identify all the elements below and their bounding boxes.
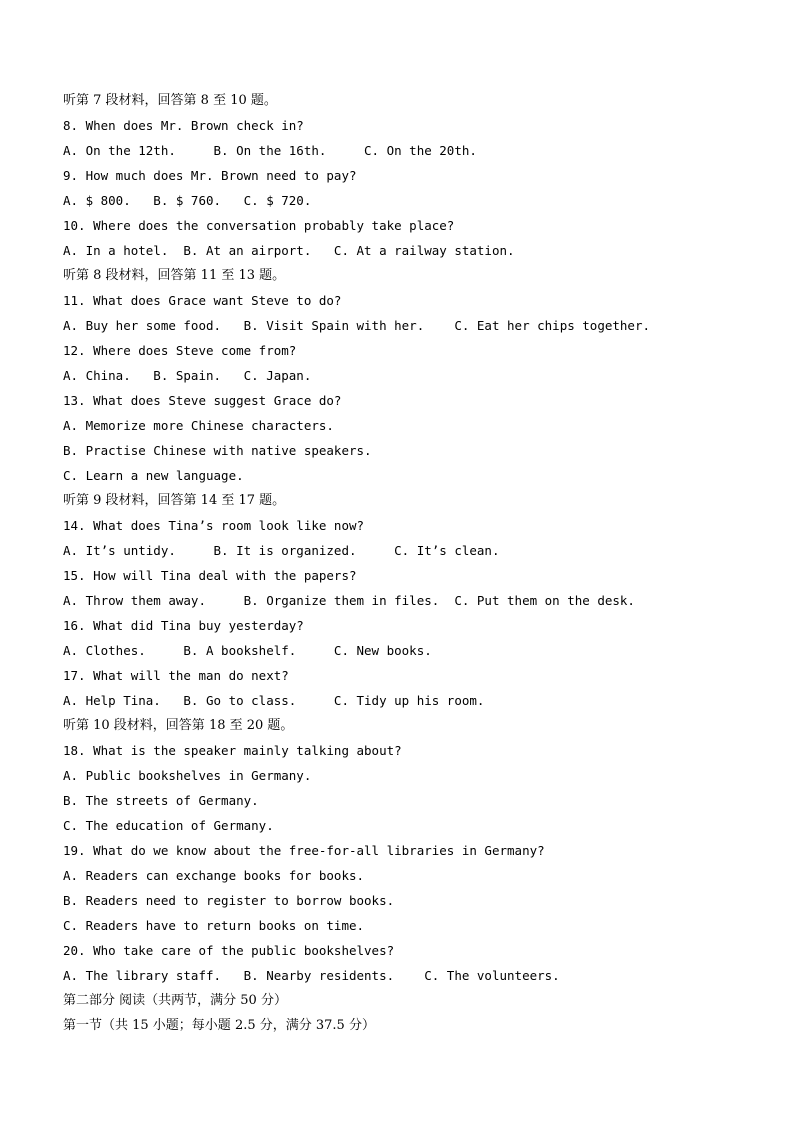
exam-page [63, 88, 743, 1038]
question-18: 18. What is the speaker mainly talking about? [63, 743, 402, 758]
options-15: A. Throw them away. B. Organize them in files. C. Put them on the desk. [63, 593, 635, 608]
option-19-b: B. Readers need to register to borrow books. [63, 893, 395, 908]
part-two-heading: 第二部分 阅读（共两节，满分 50 分） [63, 993, 287, 1008]
option-13-b: B. Practise Chinese with native speakers. [63, 443, 372, 458]
question-14: 14. What does Tina’s room look like now? [63, 518, 365, 533]
option-18-b: B. The streets of Germany. [63, 793, 259, 808]
question-20: 20. Who take care of the public bookshelves? [63, 943, 395, 958]
options-20: A. The library staff. B. Nearby residents. C. The volunteers. [63, 968, 560, 983]
option-13-a: A. Memorize more Chinese characters. [63, 418, 334, 433]
section-heading-passage-8: 听第 8 段材料，回答第 11 至 13 题。 [63, 268, 286, 283]
options-12: A. China. B. Spain. C. Japan. [63, 368, 312, 383]
option-19-c: C. Readers have to return books on time. [63, 918, 365, 933]
question-16: 16. What did Tina buy yesterday? [63, 618, 304, 633]
question-13: 13. What does Steve suggest Grace do? [63, 393, 342, 408]
options-8: A. On the 12th. B. On the 16th. C. On the 20th. [63, 143, 477, 158]
options-11: A. Buy her some food. B. Visit Spain with her. C. Eat her chips together. [63, 318, 650, 333]
question-10: 10. Where does the conversation probably take place? [63, 218, 455, 233]
option-18-c: C. The education of Germany. [63, 818, 274, 833]
options-9: A. $ 800. B. $ 760. C. $ 720. [63, 193, 312, 208]
question-17: 17. What will the man do next? [63, 668, 289, 683]
section-heading-passage-7: 听第 7 段材料，回答第 8 至 10 题。 [63, 93, 277, 108]
question-19: 19. What do we know about the free-for-all libraries in Germany? [63, 843, 545, 858]
options-17: A. Help Tina. B. Go to class. C. Tidy up his room. [63, 693, 485, 708]
question-15: 15. How will Tina deal with the papers? [63, 568, 357, 583]
question-12: 12. Where does Steve come from? [63, 343, 297, 358]
question-8: 8. When does Mr. Brown check in? [63, 118, 304, 133]
section-heading-passage-9: 听第 9 段材料，回答第 14 至 17 题。 [63, 493, 286, 508]
option-18-a: A. Public bookshelves in Germany. [63, 768, 312, 783]
question-11: 11. What does Grace want Steve to do? [63, 293, 342, 308]
option-19-a: A. Readers can exchange books for books. [63, 868, 365, 883]
section-heading-passage-10: 听第 10 段材料，回答第 18 至 20 题。 [63, 718, 294, 733]
section-one-heading: 第一节（共 15 小题；每小题 2.5 分，满分 37.5 分） [63, 1018, 375, 1033]
options-16: A. Clothes. B. A bookshelf. C. New books. [63, 643, 432, 658]
question-9: 9. How much does Mr. Brown need to pay? [63, 168, 357, 183]
options-14: A. It’s untidy. B. It is organized. C. It’s clean. [63, 543, 500, 558]
option-13-c: C. Learn a new language. [63, 468, 244, 483]
options-10: A. In a hotel. B. At an airport. C. At a railway station. [63, 243, 515, 258]
